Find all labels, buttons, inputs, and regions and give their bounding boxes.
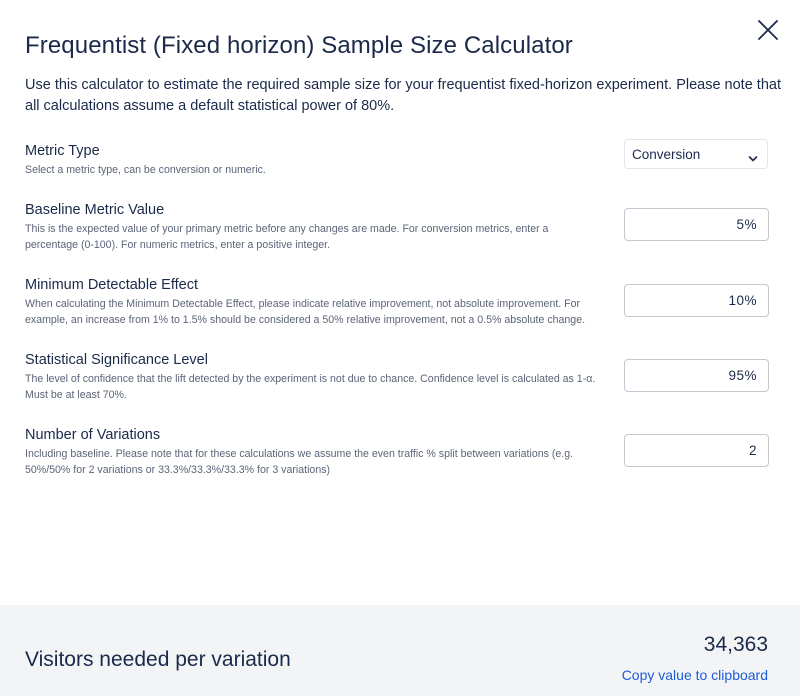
variations-value: 2 xyxy=(748,443,757,458)
copy-to-clipboard-link[interactable]: Copy value to clipboard xyxy=(621,667,768,683)
variations-input[interactable] xyxy=(624,434,769,467)
significance-label: Statistical Significance Level xyxy=(25,352,208,368)
mde-help: When calculating the Minimum Detectable Effect, please indicate relative improvement, not absolute improvement. For example, an increase from 1% to 1.5% should be considered a 50% relative improvement, not a 0.5% absolute change. xyxy=(25,298,586,326)
significance-help: The level of confidence that the lift detected by the experiment is not due to chance. Confidence level is calculated as 1-α. Must be at least 70%. xyxy=(25,373,596,401)
baseline-input[interactable] xyxy=(624,208,769,241)
mde-input[interactable] xyxy=(624,284,769,317)
variations-help: Including baseline. Please note that for these calculations we assume the even traffic % split between variations (e.g. 50%/50% for 2 variations or 33.3%/33.3%/33.3% for 3 variations) xyxy=(25,448,574,476)
baseline-help: This is the expected value of your primary metric before any changes are made. For conversion metrics, enter a percentage (0-100). For numeric metrics, enter a positive integer. xyxy=(25,223,549,251)
mde-label: Minimum Detectable Effect xyxy=(25,277,198,293)
baseline-label: Baseline Metric Value xyxy=(25,202,165,218)
variations-label: Number of Variations xyxy=(25,427,161,443)
metric-type-value: Conversion xyxy=(632,147,701,162)
dialog-title: Frequentist (Fixed horizon) Sample Size Calculator xyxy=(25,32,573,59)
metric-type-label: Metric Type xyxy=(25,143,100,159)
significance-input[interactable] xyxy=(624,359,769,392)
mde-value: 10% xyxy=(728,293,757,308)
chevron-down-icon xyxy=(748,150,758,168)
significance-value: 95% xyxy=(728,368,757,383)
dialog-intro: Use this calculator to estimate the required sample size for your frequentist fixed-horizon experiment. Please note that all calculations assume a default statistical power of 80%. xyxy=(25,77,781,114)
close-icon[interactable] xyxy=(754,16,782,44)
baseline-value: 5% xyxy=(736,217,757,232)
visitors-value: 34,363 xyxy=(703,633,768,656)
visitors-label: Visitors needed per variation xyxy=(25,648,291,671)
metric-type-help: Select a metric type, can be conversion or numeric. xyxy=(25,164,266,176)
metric-type-select[interactable] xyxy=(624,139,768,169)
result-footer xyxy=(0,605,800,696)
